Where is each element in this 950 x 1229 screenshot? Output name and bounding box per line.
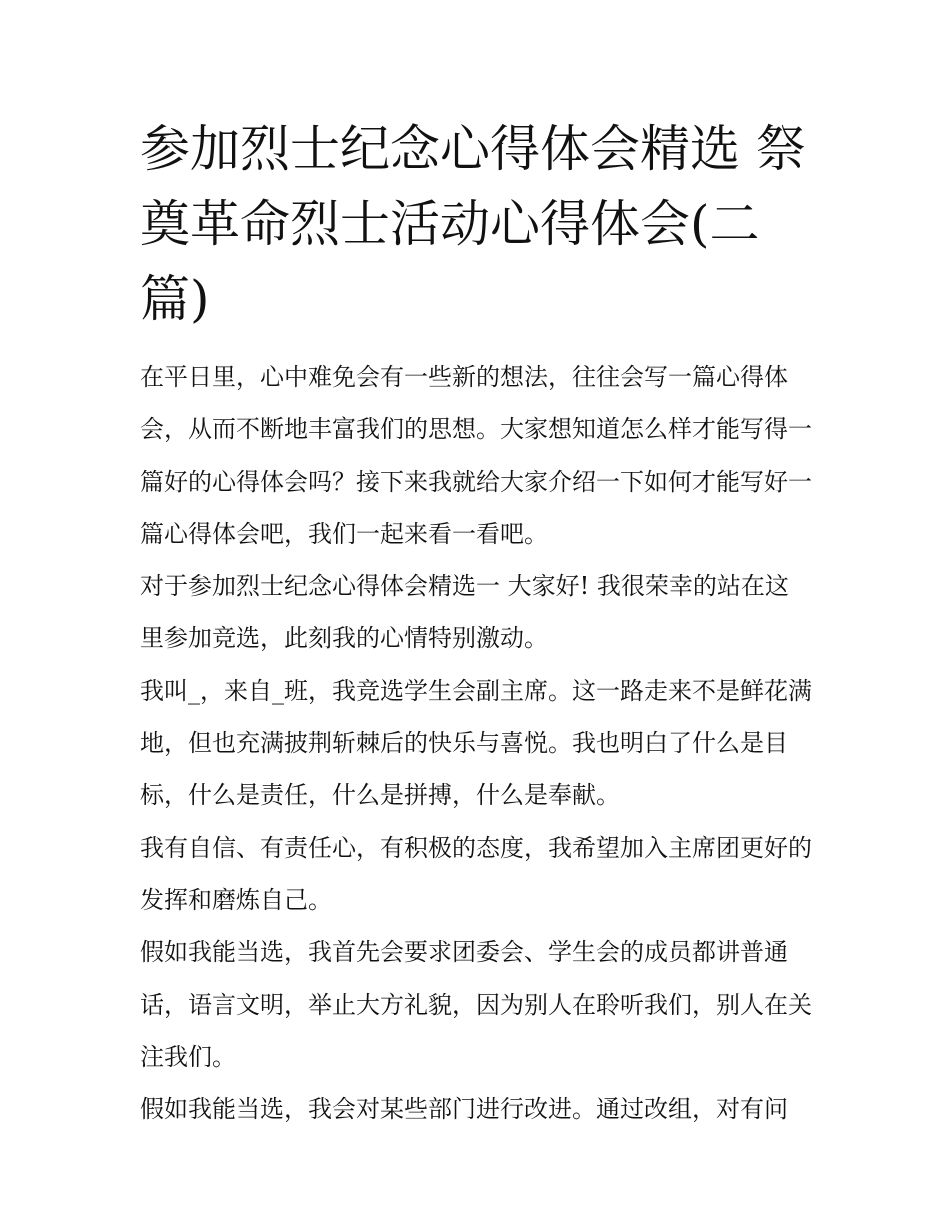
paragraph-plan-mandarin: 假如我能当选，我首先会要求团委会、学生会的成员都讲普通话，语言文明，举止大方礼貌，因为别人在聆听我们，别人在关注我们。 (140, 938, 812, 1071)
paragraph-greeting: 对于参加烈士纪念心得体会精选一 大家好! 我很荣幸的站在这里参加竞选，此刻我的心情特别激动。 (140, 572, 789, 653)
paragraph-confidence: 我有自信、有责任心，有积极的态度，我希望加入主席团更好的发挥和磨炼自己。 (140, 833, 812, 914)
paragraph-self-introduction: 我叫_，来自_班，我竞选学生会副主席。这一路走来不是鲜花满地，但也充满披荆斩棘后的快乐与喜悦。我也明白了什么是目标，什么是责任，什么是拼搏，什么是奉献。 (140, 676, 812, 810)
document-body (140, 112, 812, 1135)
paragraph-intro: 在平日里，心中难免会有一些新的想法，往往会写一篇心得体会，从而不断地丰富我们的思想。大家想知道怎么样才能写得一篇好的心得体会吗？接下来我就给大家介绍一下如何才能写好一篇心得体会吧，我们一起来看一看吧。 (140, 363, 812, 548)
document-title: 参加烈士纪念心得体会精选 祭奠革命烈士活动心得体会(二篇) (140, 120, 806, 328)
paragraph-plan-reform: 假如我能当选，我会对某些部门进行改进。通过改组，对有问 (140, 1095, 788, 1124)
